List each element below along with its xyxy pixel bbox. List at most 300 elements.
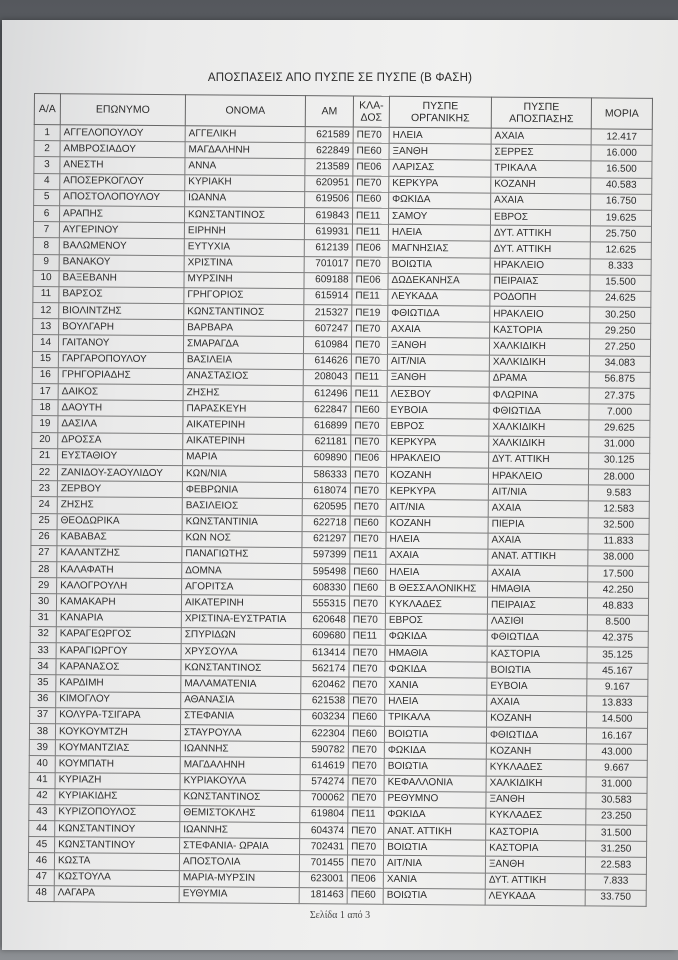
cell-assignment-district: ΔΥΤ. ΑΤΤΙΚΗ [490, 225, 590, 242]
cell-row-number: 46 [28, 853, 54, 869]
cell-points: 31.000 [586, 776, 647, 793]
cell-surname: ΚΩΣΤΟΥΛΑ [54, 869, 179, 886]
cell-origin-district: ΕΒΡΟΣ [385, 613, 487, 630]
cell-first-name: ΑΙΚΑΤΕΡΙΝΗ [181, 595, 301, 612]
cell-specialty: ΠΕ70 [352, 321, 388, 337]
page-number: Σελίδα 1 από 3 [309, 910, 371, 921]
cell-points: 33.750 [585, 890, 646, 907]
cell-points: 13.833 [587, 695, 648, 712]
cell-assignment-district: ΗΡΑΚΛΕΙΟ [490, 306, 590, 323]
cell-origin-district: ΕΒΡΟΣ [387, 419, 489, 436]
cell-registry-number: 595498 [302, 564, 350, 581]
cell-surname: ΚΑΡΔΙΜΗ [56, 675, 181, 692]
cell-first-name: ΜΑΓΔΑΛΗΝΗ [185, 142, 305, 159]
cell-origin-district: ΦΩΚΙΔΑ [385, 629, 487, 646]
cell-registry-number: 615914 [304, 289, 352, 306]
cell-registry-number: 701455 [299, 855, 347, 872]
cell-row-number: 7 [33, 222, 59, 238]
cell-points: 43.000 [586, 744, 647, 761]
header-onoma: ΟΝΟΜΑ [185, 95, 305, 127]
cell-registry-number: 620951 [305, 175, 353, 192]
cell-points: 14.500 [587, 712, 648, 729]
cell-row-number: 38 [29, 723, 55, 739]
cell-surname: ΑΝΕΣΤΗ [60, 157, 185, 174]
cell-surname: ΚΑΡΑΓΕΩΡΓΟΣ [56, 627, 181, 644]
cell-points: 16.000 [591, 145, 652, 162]
cell-specialty: ΠΕ60 [350, 564, 386, 580]
cell-origin-district: ΑΧΑΙΑ [388, 322, 490, 339]
cell-registry-number: 609188 [304, 272, 352, 289]
cell-first-name: ΙΩΑΝΝΑ [185, 190, 305, 207]
cell-assignment-district: ΑΧΑΙΑ [491, 128, 591, 145]
document-title: ΑΠΟΣΠΑΣΕΙΣ ΑΠΟ ΠΥΣΠΕ ΣΕ ΠΥΣΠΕ (Β ΦΑΣΗ) [207, 72, 473, 84]
cell-assignment-district: ΦΘΙΩΤΙΔΑ [489, 403, 589, 420]
cell-points: 9.167 [587, 679, 648, 696]
cell-registry-number: 622718 [302, 515, 350, 532]
cell-registry-number: 620462 [301, 677, 349, 694]
cell-assignment-district: ΑΧΑΙΑ [488, 533, 588, 550]
cell-registry-number: 619843 [304, 208, 352, 225]
cell-points: 11.833 [588, 534, 649, 551]
cell-specialty: ΠΕ60 [353, 192, 389, 208]
cell-assignment-district: ΡΟΔΟΠΗ [490, 290, 590, 307]
cell-registry-number: 609890 [303, 450, 351, 467]
cell-specialty: ΠΕ06 [347, 872, 383, 888]
cell-specialty: ΠΕ60 [347, 888, 383, 904]
cell-row-number: 42 [29, 788, 55, 804]
cell-specialty: ΠΕ70 [351, 418, 387, 434]
cell-origin-district: ΒΟΙΩΤΙΑ [383, 888, 485, 905]
cell-row-number: 11 [33, 286, 59, 302]
cell-points: 7.000 [589, 404, 650, 421]
cell-row-number: 35 [30, 675, 56, 691]
cell-first-name: ΒΑΣΙΛΕΙΑ [183, 352, 303, 369]
cell-specialty: ΠΕ70 [349, 694, 385, 710]
cell-surname: ΕΥΣΤΑΘΙΟΥ [58, 448, 183, 465]
cell-assignment-district: ΧΑΛΚΙΔΙΚΗ [489, 436, 589, 453]
cell-points: 16.167 [586, 728, 647, 745]
cell-row-number: 37 [30, 707, 56, 723]
cell-registry-number: 607247 [304, 321, 352, 338]
cell-row-number: 29 [31, 578, 57, 594]
cell-origin-district: ΦΩΚΙΔΑ [384, 807, 486, 824]
cell-first-name: ΑΘΑΝΑΣΙΑ [181, 692, 301, 709]
cell-specialty: ΠΕ11 [349, 629, 385, 645]
cell-row-number: 45 [29, 837, 55, 853]
cell-specialty: ΠΕ70 [348, 758, 384, 774]
cell-first-name: ΧΡΙΣΤΙΝΑ-ΕΥΣΤΡΑΤΙΑ [181, 611, 301, 628]
cell-assignment-district: ΚΑΣΤΟΡΙΑ [486, 840, 586, 857]
table-body [28, 125, 652, 907]
cell-row-number: 4 [34, 173, 60, 189]
cell-surname: ΒΙΟΛΙΝΤΖΗΣ [59, 303, 184, 320]
cell-surname: ΚΑΛΟΓΡΟΥΛΗ [57, 578, 182, 595]
cell-assignment-district: ΛΑΣΙΘΙ [487, 614, 587, 631]
cell-row-number: 18 [32, 400, 58, 416]
cell-assignment-district: ΦΘΙΩΤΙΔΑ [486, 727, 586, 744]
cell-points: 28.000 [588, 469, 649, 486]
cell-surname: ΚΑΡΑΝΑΣΟΣ [56, 659, 181, 676]
cell-surname: ΘΕΟΔΩΡΙΚΑ [57, 513, 182, 530]
cell-first-name: ΦΕΒΡΩΝΙΑ [182, 482, 302, 499]
cell-row-number: 20 [32, 432, 58, 448]
cell-origin-district: ΑΧΑΙΑ [386, 548, 488, 565]
cell-points: 34.083 [589, 355, 650, 372]
cell-registry-number: 612139 [304, 240, 352, 257]
cell-assignment-district: ΕΥΒΟΙΑ [487, 678, 587, 695]
cell-registry-number: 614626 [303, 353, 351, 370]
cell-points: 31.000 [589, 436, 650, 453]
cell-specialty: ΠΕ70 [349, 596, 385, 612]
cell-origin-district: ΒΟΙΩΤΙΑ [384, 840, 486, 857]
cell-specialty: ΠΕ70 [351, 435, 387, 451]
cell-surname: ΚΑΒΑΒΑΣ [57, 529, 182, 546]
cell-origin-district: ΗΛΕΙΑ [386, 532, 488, 549]
cell-first-name: ΚΩΝ/ΝΙΑ [182, 466, 302, 483]
cell-row-number: 30 [30, 594, 56, 610]
cell-points: 16.500 [591, 161, 652, 178]
document-page [2, 20, 678, 950]
cell-origin-district: ΞΑΝΘΗ [387, 338, 489, 355]
header-moria: ΜΟΡΙΑ [591, 98, 652, 129]
cell-registry-number: 621538 [301, 693, 349, 710]
cell-first-name: ΣΤΑΥΡΟΥΛΑ [180, 725, 300, 742]
cell-first-name: ΜΑΡΙΑ-ΜΥΡΣΙΝ [179, 870, 299, 887]
cell-assignment-district: ΤΡΙΚΑΛΑ [491, 160, 591, 177]
table-header-row [34, 94, 652, 130]
cell-assignment-district: ΦΛΩΡΙΝΑ [489, 387, 589, 404]
cell-specialty: ΠΕ70 [350, 467, 386, 483]
cell-origin-district: ΚΥΚΛΑΔΕΣ [385, 597, 487, 614]
cell-surname: ΓΑΙΤΑΝΟΥ [58, 335, 183, 352]
cell-first-name: ΒΑΡΒΑΡΑ [184, 320, 304, 337]
cell-origin-district: ΡΕΘΥΜΝΟ [384, 791, 486, 808]
cell-points: 31.500 [586, 825, 647, 842]
cell-surname: ΚΟΥΜΑΝΤΖΙΑΣ [55, 740, 180, 757]
cell-points: 40.583 [591, 177, 652, 194]
cell-registry-number: 616899 [303, 418, 351, 435]
cell-specialty: ΠΕ70 [350, 483, 386, 499]
cell-surname: ΓΡΗΓΟΡΙΑΔΗΣ [58, 368, 183, 385]
cell-origin-district: ΑΝΑΤ. ΑΤΤΙΚΗ [384, 823, 486, 840]
cell-first-name: ΙΩΑΝΝΗΣ [180, 822, 300, 839]
cell-specialty: ΠΕ11 [350, 548, 386, 564]
cell-assignment-district: ΒΟΙΩΤΙΑ [487, 662, 587, 679]
cell-origin-district: ΑΙΤ/ΝΙΑ [383, 856, 485, 873]
cell-first-name: ΜΑΓΔΑΛΗΝΗ [180, 757, 300, 774]
cell-registry-number: 613414 [301, 645, 349, 662]
cell-surname: ΚΥΡΙΑΖΗ [55, 772, 180, 789]
cell-origin-district: ΗΛΕΙΑ [385, 694, 487, 711]
cell-points: 17.500 [588, 566, 649, 583]
cell-points: 9.583 [588, 485, 649, 502]
cell-row-number: 26 [31, 529, 57, 545]
cell-registry-number: 213589 [305, 159, 353, 176]
cell-assignment-district: ΕΒΡΟΣ [490, 209, 590, 226]
cell-specialty: ΠΕ70 [351, 354, 387, 370]
cell-row-number: 39 [29, 740, 55, 756]
cell-row-number: 13 [33, 319, 59, 335]
cell-origin-district: ΒΟΙΩΤΙΑ [384, 759, 486, 776]
cell-specialty: ΠΕ06 [353, 159, 389, 175]
cell-row-number: 28 [31, 562, 57, 578]
cell-specialty: ΠΕ70 [348, 742, 384, 758]
cell-assignment-district: ΚΑΣΤΟΡΙΑ [486, 824, 586, 841]
cell-origin-district: ΗΛΕΙΑ [388, 224, 490, 241]
cell-registry-number: 618074 [302, 483, 350, 500]
cell-registry-number: 181463 [299, 887, 347, 904]
cell-assignment-district: ΦΘΙΩΤΙΔΑ [487, 630, 587, 647]
cell-assignment-district: ΚΟΖΑΝΗ [486, 743, 586, 760]
cell-specialty: ΠΕ70 [349, 677, 385, 693]
cell-surname: ΚΥΡΙΖΟΠΟΥΛΟΣ [55, 805, 180, 822]
header-eponymo: ΕΠΩΝΥΜΟ [60, 94, 185, 126]
cell-assignment-district: ΑΝΑΤ. ΑΤΤΙΚΗ [488, 549, 588, 566]
cell-surname: ΖΕΡΒΟΥ [57, 481, 182, 498]
cell-registry-number: 622849 [305, 143, 353, 160]
cell-points: 30.583 [586, 793, 647, 810]
cell-first-name: ΧΡΥΣΟΥΛΑ [181, 644, 301, 661]
cell-first-name: ΑΝΝΑ [185, 158, 305, 175]
cell-first-name: ΕΥΘΥΜΙΑ [179, 886, 299, 903]
cell-registry-number: 562174 [301, 661, 349, 678]
cell-registry-number: 215327 [304, 305, 352, 322]
cell-assignment-district: ΑΧΑΙΑ [488, 500, 588, 517]
cell-assignment-district: ΧΑΛΚΙΔΙΚΗ [489, 339, 589, 356]
cell-points: 31.250 [586, 841, 647, 858]
cell-row-number: 8 [33, 238, 59, 254]
cell-assignment-district: ΚΑΣΤΟΡΙΑ [487, 646, 587, 663]
cell-points: 45.167 [587, 663, 648, 680]
cell-origin-district: ΣΑΜΟΥ [388, 208, 490, 225]
cell-assignment-district: ΚΥΚΛΑΔΕΣ [486, 759, 586, 776]
cell-surname: ΚΟΥΜΠΑΤΗ [55, 756, 180, 773]
cell-row-number: 47 [28, 869, 54, 885]
cell-row-number: 34 [30, 659, 56, 675]
cell-registry-number: 621589 [305, 127, 353, 144]
cell-first-name: ΚΩΝΣΤΑΝΤΙΝΟΣ [181, 660, 301, 677]
cell-first-name: ΠΑΡΑΣΚΕΥΗ [183, 401, 303, 418]
cell-registry-number: 619804 [300, 806, 348, 823]
cell-origin-district: ΚΟΖΑΝΗ [386, 467, 488, 484]
cell-row-number: 48 [28, 885, 54, 901]
cell-row-number: 25 [31, 513, 57, 529]
cell-specialty: ΠΕ70 [348, 823, 384, 839]
cell-origin-district: ΑΙΤ/ΝΙΑ [386, 500, 488, 517]
cell-origin-district: ΒΟΙΩΤΙΑ [388, 257, 490, 274]
cell-registry-number: 555315 [301, 596, 349, 613]
cell-origin-district: ΚΕΡΚΥΡΑ [387, 435, 489, 452]
header-organikis: ΠΥΣΠΕ ΟΡΓΑΝΙΚΗΣ [389, 96, 491, 128]
cell-first-name: ΕΥΤΥΧΙΑ [184, 239, 304, 256]
cell-specialty: ΠΕ60 [353, 143, 389, 159]
cell-first-name: ΜΥΡΣΙΝΗ [184, 271, 304, 288]
cell-row-number: 15 [32, 351, 58, 367]
cell-origin-district: ΑΙΤ/ΝΙΑ [387, 354, 489, 371]
cell-row-number: 6 [33, 205, 59, 221]
cell-registry-number: 700062 [300, 790, 348, 807]
cell-registry-number: 622304 [300, 726, 348, 743]
cell-specialty: ΠΕ70 [349, 661, 385, 677]
cell-origin-district: ΗΡΑΚΛΕΙΟ [387, 451, 489, 468]
cell-registry-number: 574274 [300, 774, 348, 791]
cell-points: 7.833 [585, 873, 646, 890]
cell-points: 8.500 [587, 614, 648, 631]
cell-origin-district: ΚΟΖΑΝΗ [386, 516, 488, 533]
cell-surname: ΚΑΝΑΡΙΑ [56, 610, 181, 627]
cell-specialty: ΠΕ70 [350, 532, 386, 548]
cell-specialty: ΠΕ70 [349, 645, 385, 661]
cell-assignment-district: ΗΜΑΘΙΑ [488, 581, 588, 598]
cell-origin-district: ΚΕΦΑΛΛΟΝΙΑ [384, 775, 486, 792]
cell-surname: ΔΑΙΚΟΣ [58, 384, 183, 401]
cell-assignment-district: ΑΧΑΙΑ [487, 695, 587, 712]
cell-points: 29.625 [589, 420, 650, 437]
cell-points: 16.750 [591, 194, 652, 211]
cell-row-number: 27 [31, 545, 57, 561]
cell-row-number: 2 [34, 141, 60, 157]
cell-assignment-district: ΧΑΛΚΙΔΙΚΗ [489, 419, 589, 436]
cell-surname: ΑΓΓΕΛΟΠΟΥΛΟΥ [60, 125, 185, 142]
cell-row-number: 1 [34, 125, 60, 141]
cell-surname: ΚΑΛΑΝΤΖΗΣ [57, 546, 182, 563]
cell-first-name: ΚΩΝΣΤΑΝΤΙΝΙΑ [182, 514, 302, 531]
cell-assignment-district: ΚΥΚΛΑΔΕΣ [486, 808, 586, 825]
cell-assignment-district: ΑΙΤ/ΝΙΑ [488, 484, 588, 501]
cell-first-name: ΣΤΕΦΑΝΙΑ- ΩΡΑΙΑ [180, 838, 300, 855]
cell-surname: ΚΙΜΟΓΛΟΥ [56, 691, 181, 708]
cell-origin-district: ΤΡΙΚΑΛΑ [385, 710, 487, 727]
cell-first-name: ΘΕΜΙΣΤΟΚΛΗΣ [180, 806, 300, 823]
cell-points: 30.250 [590, 307, 651, 324]
cell-origin-district: ΛΕΥΚΑΔΑ [388, 289, 490, 306]
cell-origin-district: ΦΩΚΙΔΑ [385, 661, 487, 678]
cell-assignment-district: ΧΑΛΚΙΔΙΚΗ [486, 776, 586, 793]
cell-points: 32.500 [588, 517, 649, 534]
cell-specialty: ΠΕ11 [351, 370, 387, 386]
cell-specialty: ΠΕ60 [348, 726, 384, 742]
cell-origin-district: ΞΑΝΘΗ [387, 370, 489, 387]
cell-registry-number: 621181 [303, 434, 351, 451]
cell-surname: ΚΩΝΣΤΑΝΤΙΝΟΥ [55, 821, 180, 838]
cell-row-number: 12 [33, 303, 59, 319]
appointments-table [28, 93, 653, 907]
cell-assignment-district: ΗΡΑΚΛΕΙΟ [490, 258, 590, 275]
cell-origin-district: ΔΩΔΕΚΑΝΗΣΑ [388, 273, 490, 290]
cell-assignment-district: ΠΕΙΡΑΙΑΣ [490, 274, 590, 291]
cell-surname: ΓΑΡΓΑΡΟΠΟΥΛΟΥ [58, 351, 183, 368]
cell-surname: ΑΥΓΕΡΙΝΟΥ [59, 222, 184, 239]
cell-registry-number: 623001 [299, 871, 347, 888]
cell-specialty: ΠΕ19 [352, 305, 388, 321]
cell-assignment-district: ΞΑΝΘΗ [485, 857, 585, 874]
cell-surname: ΒΑΡΣΟΣ [59, 287, 184, 304]
cell-origin-district: ΛΑΡΙΣΑΣ [389, 160, 491, 177]
cell-assignment-district: ΚΟΖΑΝΗ [487, 711, 587, 728]
cell-row-number: 21 [32, 448, 58, 464]
cell-specialty: ΠΕ11 [352, 208, 388, 224]
cell-first-name: ΣΠΥΡΙΔΩΝ [181, 627, 301, 644]
cell-surname: ΑΜΒΡΟΣΙΑΔΟΥ [60, 141, 185, 158]
cell-origin-district: ΦΩΚΙΔΑ [384, 742, 486, 759]
cell-specialty: ΠΕ11 [352, 224, 388, 240]
cell-assignment-district: ΠΙΕΡΙΑ [488, 517, 588, 534]
cell-registry-number: 620648 [301, 612, 349, 629]
cell-specialty: ΠΕ06 [352, 240, 388, 256]
cell-registry-number: 586333 [302, 467, 350, 484]
cell-registry-number: 597399 [302, 547, 350, 564]
cell-points: 48.833 [587, 598, 648, 615]
cell-points: 24.625 [590, 291, 651, 308]
cell-first-name: ΚΩΝ ΝΟΣ [182, 530, 302, 547]
cell-specialty: ΠΕ70 [348, 791, 384, 807]
cell-specialty: ΠΕ70 [352, 257, 388, 273]
cell-row-number: 9 [33, 254, 59, 270]
cell-row-number: 40 [29, 756, 55, 772]
cell-assignment-district: ΚΟΖΑΝΗ [491, 177, 591, 194]
cell-registry-number: 208043 [303, 369, 351, 386]
cell-registry-number: 619506 [305, 191, 353, 208]
cell-row-number: 32 [30, 626, 56, 642]
cell-first-name: ΙΩΑΝΝΗΣ [180, 741, 300, 758]
cell-first-name: ΚΩΝΣΤΑΝΤΙΝΟΣ [184, 304, 304, 321]
cell-row-number: 41 [29, 772, 55, 788]
cell-specialty: ΠΕ70 [351, 337, 387, 353]
cell-origin-district: ΗΛΕΙΑ [386, 564, 488, 581]
cell-first-name: ΚΥΡΙΑΚΟΥΛΑ [180, 773, 300, 790]
cell-specialty: ΠΕ60 [350, 515, 386, 531]
cell-assignment-district: ΚΑΣΤΟΡΙΑ [490, 322, 590, 339]
cell-points: 23.250 [586, 809, 647, 826]
cell-points: 42.250 [588, 582, 649, 599]
cell-first-name: ΖΗΣΗΣ [183, 385, 303, 402]
cell-origin-district: ΧΑΝΙΑ [383, 872, 485, 889]
cell-row-number: 23 [31, 481, 57, 497]
cell-origin-district: ΜΑΓΝΗΣΙΑΣ [388, 241, 490, 258]
cell-origin-district: ΞΑΝΘΗ [389, 143, 491, 160]
cell-specialty: ΠΕ60 [351, 402, 387, 418]
cell-surname: ΒΑΝΑΚΟΥ [59, 254, 184, 271]
cell-row-number: 43 [29, 804, 55, 820]
cell-surname: ΚΩΝΣΤΑΝΤΙΝΟΥ [55, 837, 180, 854]
cell-first-name: ΣΤΕΦΑΝΙΑ [181, 708, 301, 725]
cell-points: 42.375 [587, 631, 648, 648]
cell-surname: ΒΑΛΩΜΕΝΟΥ [59, 238, 184, 255]
cell-row-number: 10 [33, 270, 59, 286]
cell-first-name: ΓΡΗΓΟΡΙΟΣ [184, 288, 304, 305]
cell-points: 30.125 [589, 453, 650, 470]
header-klados: ΚΛΑ-ΔΟΣ [353, 96, 389, 127]
cell-first-name: ΑΙΚΑΤΕΡΙΝΗ [183, 433, 303, 450]
cell-first-name: ΧΡΙΣΤΙΝΑ [184, 255, 304, 272]
cell-surname: ΚΥΡΙΑΚΙΔΗΣ [55, 788, 180, 805]
cell-surname: ΖΑΝΙΔΟΥ-ΣΑΟΥΛΙΔΟΥ [57, 465, 182, 482]
cell-surname: ΒΟΥΛΓΑΡΗ [59, 319, 184, 336]
cell-points: 27.375 [589, 388, 650, 405]
cell-assignment-district: ΣΕΡΡΕΣ [491, 144, 591, 161]
cell-assignment-district: ΑΧΑΙΑ [491, 193, 591, 210]
cell-assignment-district: ΠΕΙΡΑΙΑΣ [487, 598, 587, 615]
table-row [28, 885, 646, 906]
cell-registry-number: 614619 [300, 758, 348, 775]
cell-surname: ΚΟΛΥΡΑ-ΤΣΙΓΑΡΑ [56, 707, 181, 724]
cell-row-number: 44 [29, 821, 55, 837]
cell-origin-district: Β ΘΕΣΣΑΛΟΝΙΚΗΣ [386, 581, 488, 598]
cell-surname: ΚΩΣΤΑ [54, 853, 179, 870]
cell-surname: ΑΠΟΣΤΟΛΟΠΟΥΛΟΥ [60, 189, 185, 206]
cell-specialty: ΠΕ70 [347, 855, 383, 871]
cell-assignment-district: ΞΑΝΘΗ [486, 792, 586, 809]
